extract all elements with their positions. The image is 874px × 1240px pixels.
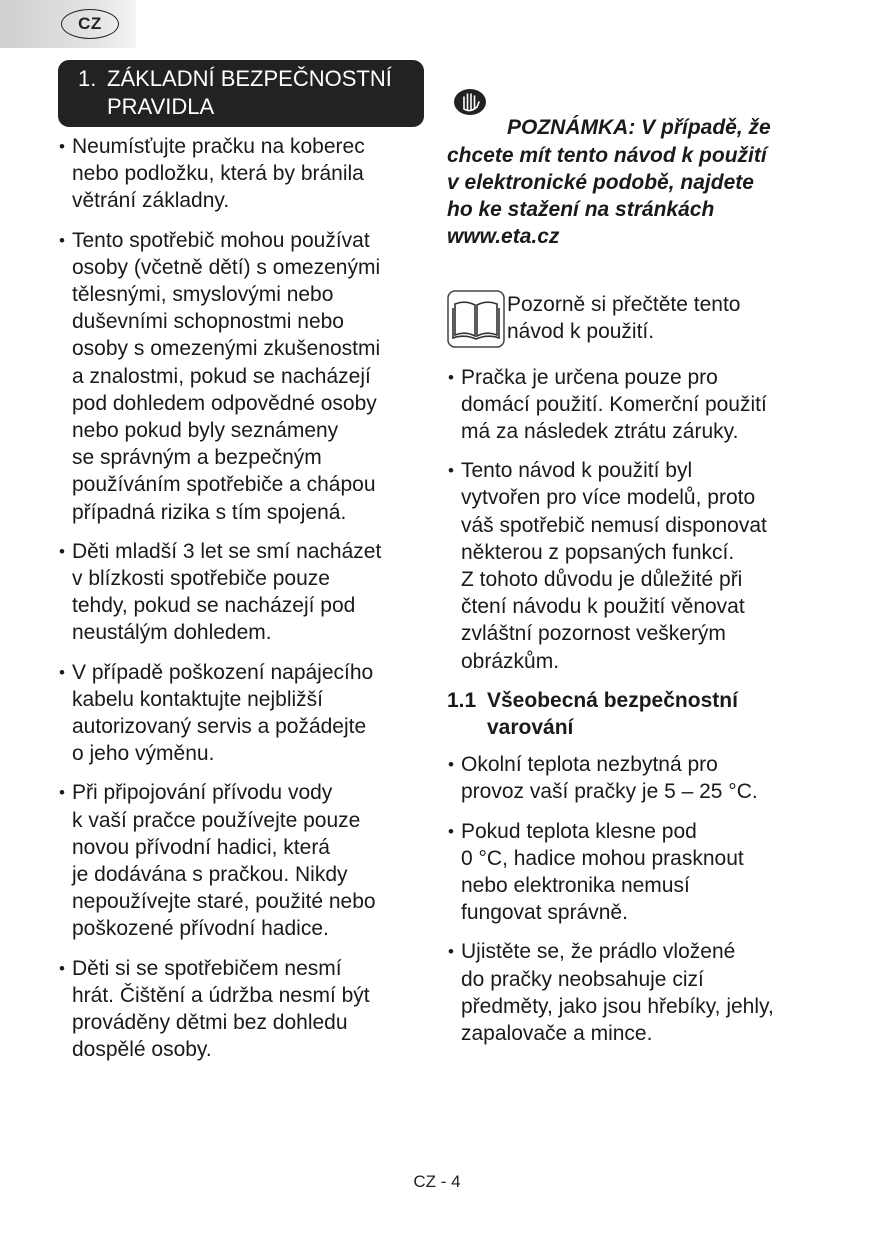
list-item: • V případě poškození napájecího kabelu kontaktujte nejbližší autorizovaný servis a požádejte o jeho výměnu. bbox=[58, 659, 430, 768]
list-item: • Pračka je určena pouze pro domácí použití. Komerční použití má za následek ztrátu záruky. bbox=[447, 364, 827, 446]
list-item: • Při připojování přívodu vody k vaší pračce používejte pouze novou přívodní hadici, která je dodávána s pračkou. Nikdy nepoužívejte staré, použité nebo poškozené přívodní hadice. bbox=[58, 779, 430, 942]
list-item: • Pokud teplota klesne pod 0 °C, hadice mohou prasknout nebo elektronika nemusí fungovat správně. bbox=[447, 818, 827, 927]
list-item-text: Děti mladší 3 let se smí nacházet v blízkosti spotřebiče pouze tehdy, pokud se nacházejí pod neustálým dohledem. bbox=[72, 539, 382, 645]
list-item: • Okolní teplota nezbytná pro provoz vaší pračky je 5 – 25 °C. bbox=[447, 751, 827, 805]
section-number: 1. bbox=[78, 66, 97, 91]
list-item: • Děti si se spotřebičem nesmí hrát. Čištění a údržba nesmí být prováděny dětmi bez dohledu dospělé osoby. bbox=[58, 955, 430, 1064]
subsection-title: Všeobecná bezpečnostní varování bbox=[487, 688, 738, 740]
list-item: • Neumísťujte pračku na koberec nebo podložku, která by bránila větrání základny. bbox=[58, 133, 430, 215]
note-text: POZNÁMKA: V případě, že chcete mít tento návod k použití v elektronické podobě, najdete ho ke stažení na stránkách www.eta.cz bbox=[447, 116, 771, 249]
list-item-text: Při připojování přívodu vody k vaší pračce používejte pouze novou přívodní hadici, která je dodávána s pračkou. Nikdy nepoužívejte staré, použité nebo poškozené přívodní hadice. bbox=[72, 781, 376, 941]
right-column bbox=[447, 60, 827, 1059]
read-notice-text: Pozorně si přečtěte tento návod k použití. bbox=[507, 292, 741, 343]
subsection-number: 1.1 bbox=[447, 688, 477, 712]
list-item-text: Ujistěte se, že prádlo vložené do pračky neobsahuje cizí předměty, jako jsou hřebíky, jehly, zapalovače a mince. bbox=[461, 940, 774, 1046]
subsection-heading bbox=[447, 687, 827, 741]
note-block bbox=[447, 60, 827, 278]
list-item-text: Neumísťujte pračku na koberec nebo podložku, která by bránila větrání základny. bbox=[72, 135, 365, 213]
language-badge: CZ bbox=[61, 9, 119, 39]
list-item-text: Tento návod k použití byl vytvořen pro více modelů, proto váš spotřebič nemusí disponovat některou z popsaných funkcí. Z tohoto důvodu je důležité při čtení návodu k použití věnovat zvláštní pozornost veškerým obrázkům. bbox=[461, 459, 767, 673]
list-item: • Ujistěte se, že prádlo vložené do pračky neobsahuje cizí předměty, jako jsou hřebíky, jehly, zapalovače a mince. bbox=[447, 938, 827, 1047]
left-column bbox=[58, 60, 430, 1076]
section-title: ZÁKLADNÍ BEZPEČNOSTNÍ PRAVIDLA bbox=[107, 66, 392, 119]
list-item: • Děti mladší 3 let se smí nacházet v blízkosti spotřebiče pouze tehdy, pokud se nacházejí pod neustálým dohledem. bbox=[58, 538, 430, 647]
list-item-text: Děti si se spotřebičem nesmí hrát. Čištění a údržba nesmí být prováděny dětmi bez dohledu dospělé osoby. bbox=[72, 956, 370, 1062]
book-icon bbox=[447, 290, 505, 348]
list-item: • Tento návod k použití byl vytvořen pro více modelů, proto váš spotřebič nemusí disponovat některou z popsaných funkcí. Z tohoto důvodu je důležité při čtení návodu k použití věnovat zvláštní pozornost veškerým obrázkům. bbox=[447, 457, 827, 675]
page-number: CZ - 4 bbox=[413, 1172, 461, 1191]
hand-icon bbox=[453, 61, 493, 87]
list-item-text: Tento spotřebič mohou používat osoby (včetně dětí) s omezenými tělesnými, smyslovými nebo duševními schopnostmi nebo osoby s omezenými zkušenostmi a znalostmi, pokud se nacházejí pod dohledem odpovědné osoby nebo pokud byly seznámeny se správným a bezpečným používáním spotřebiče a chápou případná rizika s tím spojená. bbox=[72, 228, 381, 524]
section-heading bbox=[58, 60, 424, 127]
list-item-text: Pračka je určena pouze pro domácí použití. Komerční použití má za následek ztrátu záruky. bbox=[461, 365, 767, 444]
list-item: • Tento spotřebič mohou používat osoby (včetně dětí) s omezenými tělesnými, smyslovými nebo duševními schopnostmi nebo osoby s omezenými zkušenostmi a znalostmi, pokud se nacházejí pod dohledem odpovědné osoby nebo pokud byly seznámeny se správným a bezpečným používáním spotřebiče a chápou případná rizika s tím spojená. bbox=[58, 227, 430, 526]
language-tab bbox=[0, 0, 136, 48]
list-item-text: Pokud teplota klesne pod 0 °C, hadice mohou prasknout nebo elektronika nemusí fungovat správně. bbox=[461, 819, 744, 925]
list-item-text: V případě poškození napájecího kabelu kontaktujte nejbližší autorizovaný servis a požádejte o jeho výměnu. bbox=[72, 660, 374, 766]
read-manual-notice bbox=[447, 290, 827, 348]
list-item-text: Okolní teplota nezbytná pro provoz vaší pračky je 5 – 25 °C. bbox=[461, 753, 758, 804]
